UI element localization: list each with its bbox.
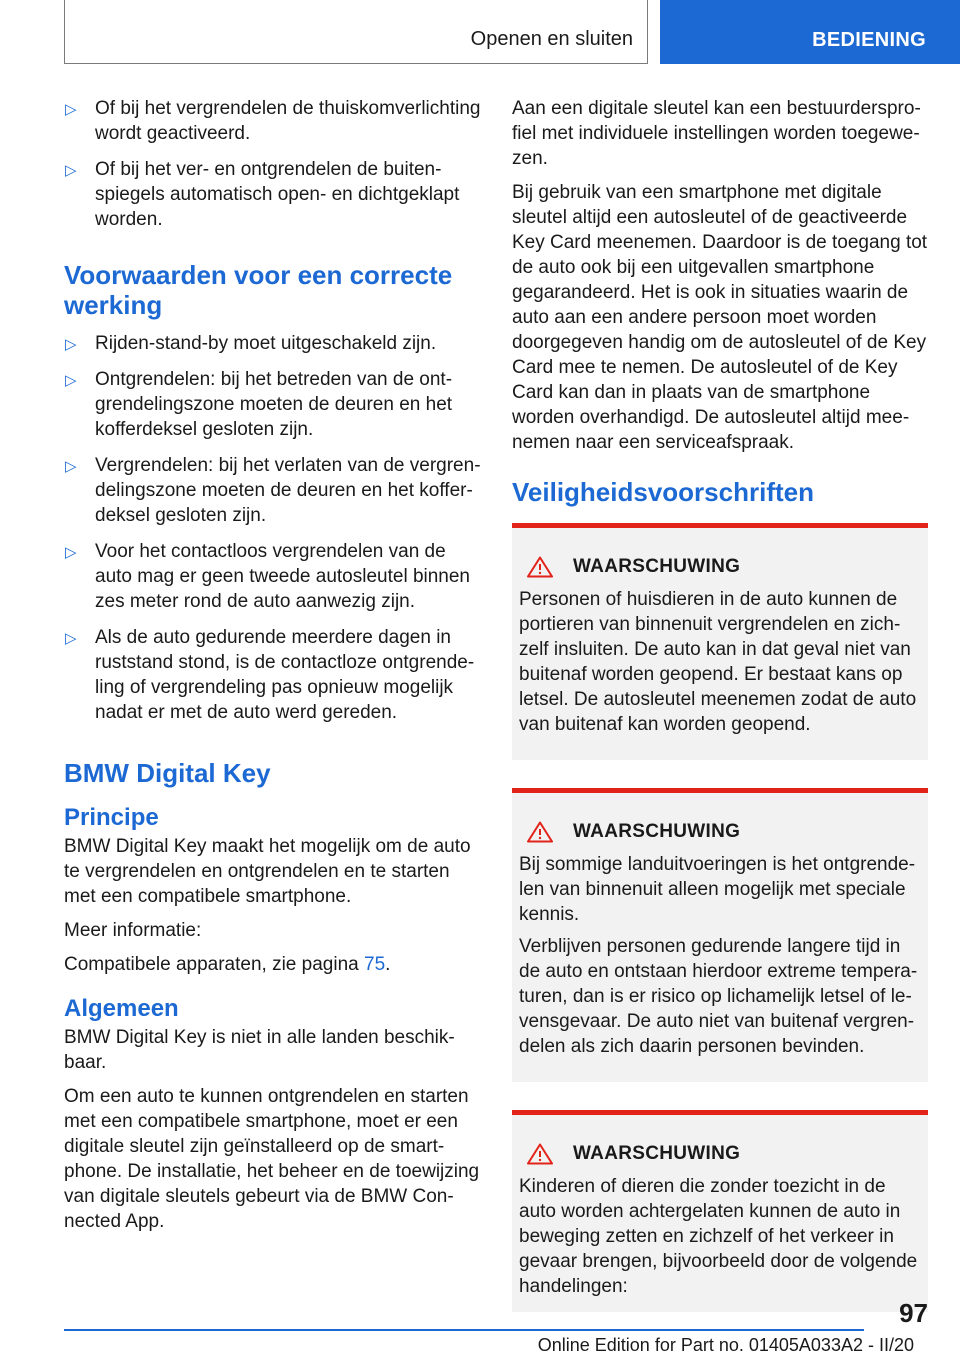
warning-text: Kinderen of dieren die zonder toezicht in de auto worden achtergelaten kunnen de auto in beweging zetten en zichzelf of het verkeer in gevaar brengen, bijvoorbeeld door de volgende handelingen:: [519, 1176, 918, 1297]
general-heading: Algemeen: [64, 995, 179, 1022]
warning-box: [512, 788, 928, 1082]
chapter-title: BEDIENING: [812, 29, 926, 51]
edition-text: Online Edition for Part no. 01405A033A2 - II/20: [537, 1335, 914, 1355]
header-chapter-box: [660, 0, 960, 64]
warning-text: Personen of huisdieren in de auto kunnen de portieren van binnenuit vergrendelen en zichzelf insluiten. De auto kan in dat geval niet van buitenaf worden geopend. Er bestaat kans op letsel. De autosleutel meenemen zodat de auto van buitenaf kan worden geopend.: [519, 589, 917, 735]
warning-triangle-icon: [527, 556, 553, 578]
right-column: [512, 96, 928, 1326]
triangle-bullet-icon: ▷: [65, 630, 77, 647]
triangle-bullet-icon: ▷: [65, 544, 77, 561]
more-info-label: Meer informatie:: [64, 920, 202, 941]
list-item: ▷ Of bij het vergrendelen de thuiskomverlichting wordt geactiveerd.: [65, 98, 481, 144]
requirements-heading: Voorwaarden voor een correcte werking: [64, 260, 453, 320]
list-item: ▷ Rijden-stand-by moet uitgeschakeld zijn.: [64, 331, 484, 356]
warning-title: WAARSCHUWING: [573, 821, 741, 842]
warning-box: [512, 523, 928, 760]
warning-title: WAARSCHUWING: [573, 1143, 741, 1164]
left-column: [64, 96, 484, 1243]
list-item: ▷ Ontgrendelen: bij het betreden van de ontgrendelingszone moeten de deuren en het kofferdeksel gesloten zijn.: [65, 369, 453, 440]
list-item: ▷ Vergrendelen: bij het verlaten van de vergrendelingszone moeten de deuren en het kofferdeksel gesloten zijn.: [65, 455, 481, 526]
digital-key-heading: BMW Digital Key: [64, 758, 271, 788]
warning-text: Verblijven personen gedurende langere tijd in de auto en ontstaan hierdoor extreme temperaturen, dan is er risico op lichamelijk letsel of levensgevaar. De auto niet van buitenaf vergrendelen als zich daarin personen bevinden.: [519, 936, 918, 1057]
warning-triangle-icon: [527, 821, 553, 843]
header-section-box: [64, 0, 648, 64]
triangle-bullet-icon: ▷: [65, 458, 77, 475]
list-item: ▷ Voor het contactloos vergrendelen van de auto mag er geen tweede autosleutel binnen zes meter rond de auto aanwezig zijn.: [65, 541, 470, 612]
list-item: ▷ Of bij het ver- en ontgrendelen de buitenspiegels automatisch open- en dichtgeklapt worden.: [65, 159, 460, 230]
footer-divider: [64, 1329, 864, 1331]
triangle-bullet-icon: ▷: [65, 372, 77, 389]
triangle-bullet-icon: ▷: [65, 162, 77, 179]
triangle-bullet-icon: ▷: [65, 101, 77, 118]
list-item: ▷ Als de auto gedurende meerdere dagen in ruststand stond, is de contactloze ontgrendeling of vergrendeling pas opnieuw mogelijk nadat er met de auto werd gereden.: [65, 627, 475, 723]
principle-heading: Principe: [64, 804, 159, 831]
key-card-paragraph: Bij gebruik van een smartphone met digitale sleutel altijd een autosleutel of de geactiveerde Key Card meenemen. Daardoor is de toegang tot de auto ook bij een uitgevallen smartphone gegarandeerd. Het is ook in situaties waarin de auto aan een andere persoon moet worden doorgegeven handig om de autosleutel of de Key Card mee te nemen. De autosleutel of de Key Card kan dan in plaats van de smartphone worden overhandigd. De autosleutel altijd meenemen naar een serviceafspraak.: [512, 182, 928, 453]
warning-triangle-icon: [527, 1143, 553, 1165]
top-bullet-list: [64, 96, 484, 232]
compat-reference: Compatibele apparaten, zie pagina 75.: [64, 954, 391, 975]
profile-paragraph: Aan een digitale sleutel kan een bestuurdersprofiel met individuele instellingen worden toegewezen.: [512, 98, 921, 169]
page-number: 97: [899, 1298, 928, 1328]
general-paragraph-2: Om een auto te kunnen ontgrendelen en starten met een compatibele smartphone, moet er een digitale sleutel zijn geïnstalleerd op de smartphone. De installatie, het beheer en de toewijzing van digitale sleutels gebeurt via de BMW Connected App.: [64, 1086, 480, 1232]
warning-text: Bij sommige landuitvoeringen is het ontgrendelen van binnenuit alleen mogelijk met speciale kennis.: [519, 854, 916, 925]
section-title: Openen en sluiten: [470, 28, 633, 50]
warning-title: WAARSCHUWING: [573, 556, 741, 577]
general-paragraph-1: BMW Digital Key is niet in alle landen beschikbaar.: [64, 1027, 455, 1073]
warning-box: [512, 1110, 928, 1312]
principle-text: BMW Digital Key maakt het mogelijk om de auto te vergrendelen en ontgrendelen en te starten met een compatibele smartphone.: [64, 836, 471, 907]
triangle-bullet-icon: ▷: [65, 336, 77, 353]
page-link[interactable]: 75: [364, 954, 386, 975]
requirements-list: [64, 331, 484, 725]
safety-heading: Veiligheidsvoorschriften: [512, 477, 814, 507]
